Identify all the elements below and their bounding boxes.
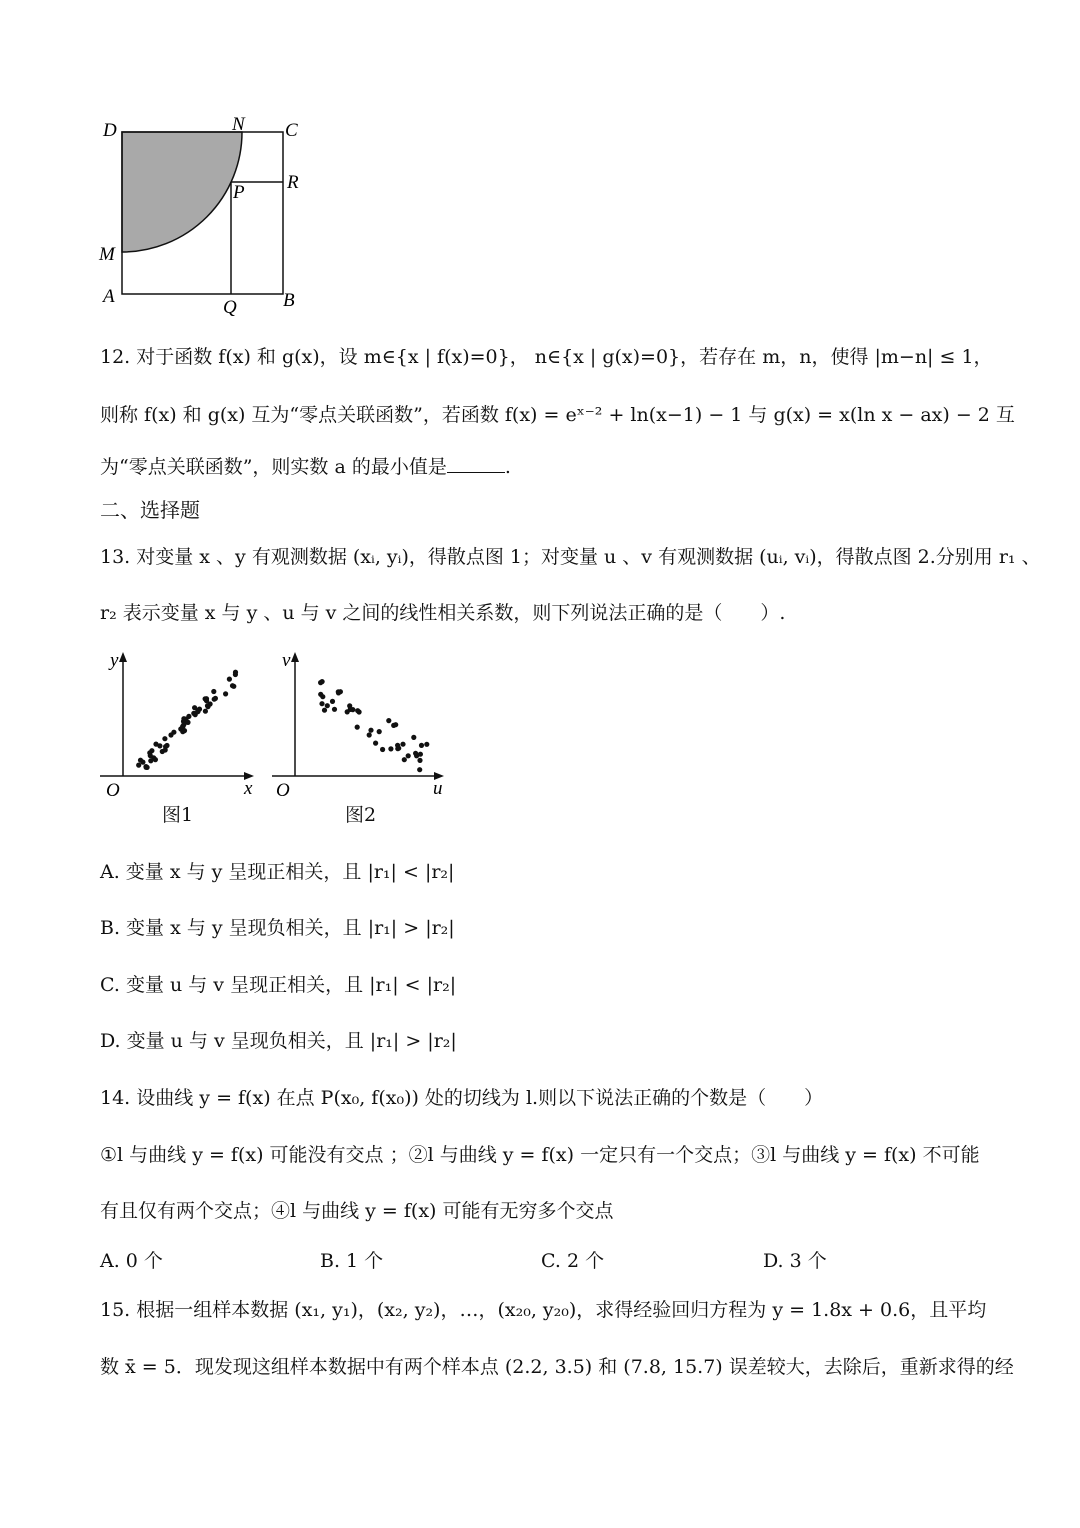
scatter-dot [417,767,422,772]
scatter-figure-2 [270,648,450,798]
scatter-dot [388,746,393,751]
y-arrow-1 [119,652,127,662]
scatter-dot [400,742,405,747]
q13-option-d[interactable]: D. 变量 u 与 v 呈现负相关，且 |r₁| > |r₂| [100,1030,457,1052]
origin-2: O [276,780,290,798]
q14-line2: ①l 与曲线 y = f(x) 可能没有交点 ；②l 与曲线 y = f(x) 一定只有一个交点；③l 与曲线 y = f(x) 不可能 [100,1144,980,1166]
scatter-dot [148,758,153,763]
scatter-dot [386,718,391,723]
scatter-dot [417,758,422,763]
scatter-dot [367,732,372,737]
scatter-dot [355,708,360,713]
y-arrow-2 [291,652,299,662]
scatter-dot [211,689,216,694]
q14-line1: 14. 设曲线 y = f(x) 在点 P(x₀, f(x₀)) 处的切线为 l.则以下说法正确的个数是（ ） [100,1087,824,1109]
label-q: Q [223,297,237,318]
label-a: A [103,286,115,307]
caption-figure-2: 图2 [345,804,377,826]
scatter-dot [138,758,143,763]
scatter-dot [373,741,378,746]
q14-option-b[interactable]: B. 1 个 [320,1250,384,1272]
label-m: M [99,244,115,265]
scatter-dot [406,753,411,758]
scatter-dot [393,722,398,727]
scatter-dot [182,728,187,733]
x-label-1: x [244,778,253,798]
scatter-dot [418,752,423,757]
scatter-dot [413,751,418,756]
scatter-dot [208,701,213,706]
label-n: N [232,114,245,135]
scatter-dot [345,709,350,714]
answer-blank [447,456,505,473]
q12-line2: 则称 f(x) 和 g(x) 互为“零点关联函数”，若函数 f(x) = eˣ⁻² + ln(x−1) − 1 与 g(x) = x(ln x − ax) − 2 互 [100,404,1015,426]
scatter-dot [181,722,186,727]
scatter-dot [395,746,400,751]
caption-figure-1: 图1 [162,804,194,826]
scatter-dot [325,703,330,708]
q13-option-c[interactable]: C. 变量 u 与 v 呈现正相关，且 |r₁| < |r₂| [100,974,457,996]
scatter-points-1 [136,670,238,770]
scatter-dot [230,683,235,688]
q14-option-c[interactable]: C. 2 个 [541,1250,605,1272]
scatter-dot [411,735,416,740]
y-label-1: y [110,650,119,671]
scatter-dot [136,763,141,768]
scatter-dot [162,736,167,741]
scatter-dot [424,742,429,747]
scatter-dot [168,732,173,737]
scatter-dot [322,708,327,713]
q13-line2: r₂ 表示变量 x 与 y 、u 与 v 之间的线性相关系数，则下列说法正确的是（ ）. [100,602,786,624]
y-label-2: v [282,650,291,671]
scatter-dot [320,679,325,684]
label-d: D [103,120,117,141]
scatter-dot [145,765,150,770]
section-title: 二、选择题 [100,498,200,522]
q13-option-b[interactable]: B. 变量 x 与 y 呈现负相关，且 |r₁| > |r₂| [100,917,455,939]
label-b: B [283,290,295,311]
scatter-dot [419,743,424,748]
scatter-dot [355,725,360,730]
label-r: R [287,172,299,193]
scatter-dot [320,694,325,699]
scatter-dot [195,709,200,714]
q14-option-d[interactable]: D. 3 个 [763,1250,827,1272]
q15-line2: 数 x̄ = 5．现发现这组样本数据中有两个样本点 (2.2, 3.5) 和 (7.8, 15.7) 误差较大，去除后，重新求得的经 [100,1356,1014,1378]
q13-option-a[interactable]: A. 变量 x 与 y 呈现正相关，且 |r₁| < |r₂| [100,861,455,883]
q12-line3-end: . [504,456,511,478]
scatter-dot [332,707,337,712]
scatter-dot [330,699,335,704]
scatter-dot [380,747,385,752]
scatter-dot [233,672,238,677]
scatter-dot [350,707,355,712]
q14-option-a[interactable]: A. 0 个 [100,1250,163,1272]
label-p: P [233,182,245,203]
scatter-dot [368,728,373,733]
origin-1: O [106,780,120,798]
scatter-dot [402,757,407,762]
scatter-points-2 [318,679,429,772]
scatter-dot [223,691,228,696]
scatter-dot [227,677,232,682]
q13-line1: 13. 对变量 x 、y 有观测数据 (xᵢ, yᵢ)，得散点图 1；对变量 u 、v 有观测数据 (uᵢ, vᵢ)，得散点图 2.分别用 r₁ 、 [100,546,1041,568]
scatter-figure-1 [98,648,268,798]
q12-line3 [100,452,511,479]
scatter-dot [203,709,208,714]
x-label-2: u [433,778,443,798]
scatter-dot [212,697,217,702]
square-figure [95,110,315,320]
scatter-dot [181,716,186,721]
q14-line3: 有且仅有两个交点；④l 与曲线 y = f(x) 可能有无穷多个交点 [100,1200,614,1222]
scatter-dot [319,701,324,706]
q12-line3-text: 为“零点关联函数”，则实数 a 的最小值是 [100,456,447,478]
q12-line1: 12. 对于函数 f(x) 和 g(x)，设 m∈{x | f(x)=0}， n∈{x | g(x)=0}，若存在 m，n，使得 |m−n| ≤ 1， [100,346,993,368]
scatter-dot [377,729,382,734]
scatter-dot [149,748,154,753]
scatter-dot [163,747,168,752]
q15-line1: 15. 根据一组样本数据 (x₁, y₁)，(x₂, y₂)，…，(x₂₀, y₂₀)，求得经验回归方程为 y = 1.8x + 0.6，且平均 [100,1299,987,1321]
scatter-dot [336,690,341,695]
scatter-dot [157,743,162,748]
label-c: C [285,120,298,141]
shaded-region [122,132,242,252]
